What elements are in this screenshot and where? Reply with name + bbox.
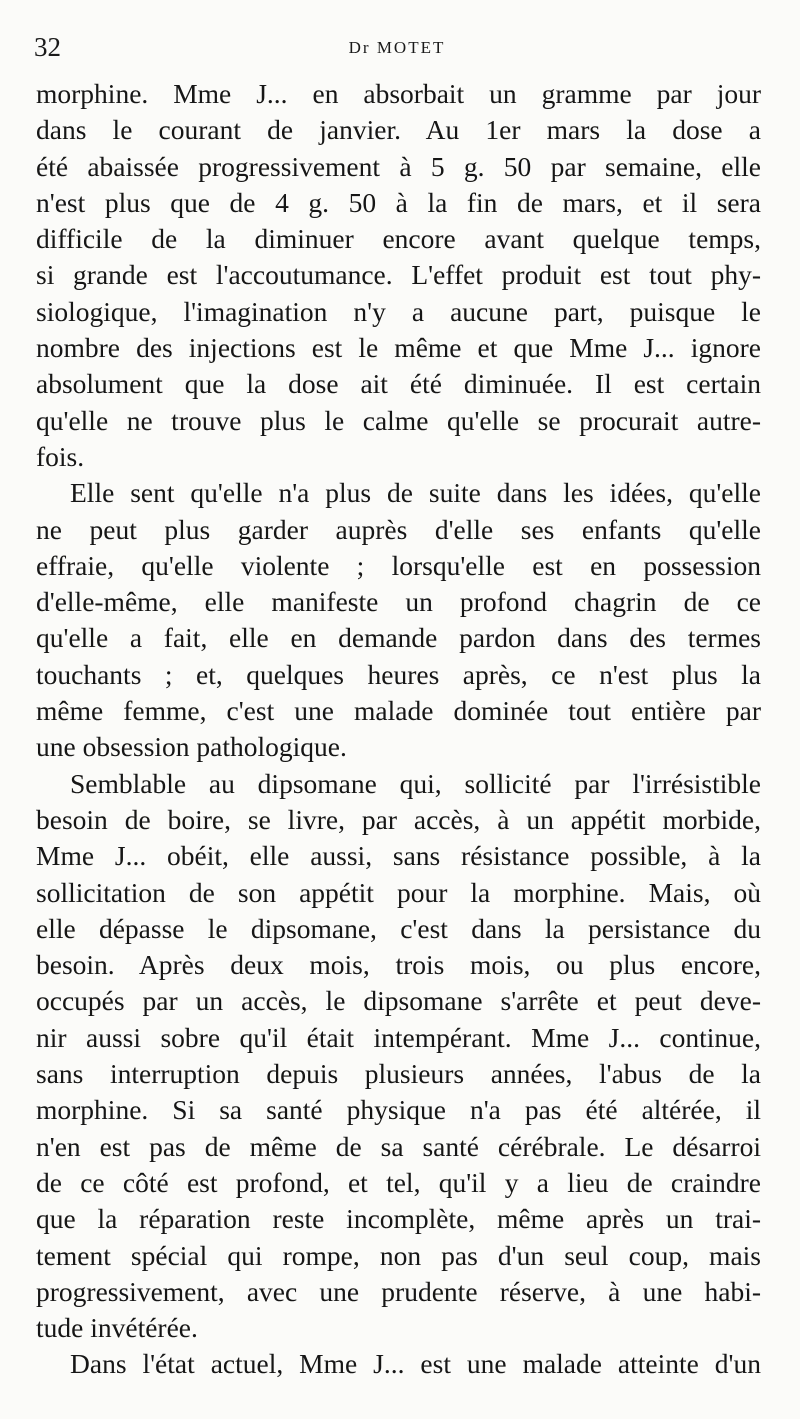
- text-line: qu'elle ne trouve plus le calme qu'elle se procurait autre-: [36, 404, 761, 436]
- text-line: que la réparation reste incomplète, même après un trai-: [36, 1203, 761, 1235]
- text-line: difficile de la diminuer encore avant quelque temps,: [36, 223, 761, 255]
- text-line: morphine. Mme J... en absorbait un gramme par jour: [36, 78, 761, 109]
- text-line: elle dépasse le dipsomane, c'est dans la persistance du: [36, 912, 761, 944]
- text-line: nombre des injections est le même et que Mme J... ignore: [36, 332, 761, 364]
- text-line: de ce côté est profond, et tel, qu'il y a lieu de craindre: [36, 1166, 761, 1198]
- text-line: sollicitation de son appétit pour la morphine. Mais, où: [36, 876, 761, 908]
- text-line: été abaissée progressivement à 5 g. 50 par semaine, elle: [36, 150, 761, 182]
- text-line: nir aussi sobre qu'il était intempérant. Mme J... continue,: [36, 1021, 761, 1053]
- text-line: Elle sent qu'elle n'a plus de suite dans les idées, qu'elle: [70, 477, 761, 509]
- text-line: une obsession pathologique.: [36, 731, 347, 763]
- text-line: occupés par un accès, le dipsomane s'arrête et peut deve-: [36, 985, 761, 1017]
- text-line: effraie, qu'elle violente ; lorsqu'elle est en possession: [36, 549, 761, 581]
- text-line: sans interruption depuis plusieurs années, l'abus de la: [36, 1058, 761, 1090]
- page-header: [34, 32, 760, 62]
- body-text: [36, 76, 761, 1383]
- text-line: Mme J... obéit, elle aussi, sans résistance possible, à la: [36, 840, 761, 872]
- text-line: même femme, c'est une malade dominée tout entière par: [36, 695, 761, 727]
- text-line: si grande est l'accoutumance. L'effet produit est tout phy-: [36, 259, 761, 291]
- text-line: d'elle-même, elle manifeste un profond chagrin de ce: [36, 586, 761, 618]
- text-line: besoin de boire, se livre, par accès, à un appétit morbide,: [36, 803, 761, 835]
- text-line: dans le courant de janvier. Au 1er mars la dose a: [36, 114, 761, 146]
- text-line: fois.: [36, 440, 85, 472]
- text-line: siologique, l'imagination n'y a aucune part, puisque le: [36, 295, 761, 327]
- text-line: n'en est pas de même de sa santé cérébrale. Le désarroi: [36, 1130, 761, 1162]
- text-line: tement spécial qui rompe, non pas d'un seul coup, mais: [36, 1239, 761, 1271]
- text-line: tude invétérée.: [36, 1312, 198, 1344]
- running-head: Dr MOTET: [348, 38, 446, 57]
- text-line: ne peut plus garder auprès d'elle ses enfants qu'elle: [36, 513, 761, 545]
- text-line: Dans l'état actuel, Mme J... est une malade atteinte d'un: [70, 1348, 761, 1380]
- text-line: touchants ; et, quelques heures après, ce n'est plus la: [36, 658, 761, 690]
- text-line: qu'elle a fait, elle en demande pardon dans des termes: [36, 622, 761, 654]
- page-number: 32: [34, 32, 61, 62]
- text-line: Semblable au dipsomane qui, sollicité par l'irrésistible: [70, 767, 761, 799]
- text-line: n'est plus que de 4 g. 50 à la fin de mars, et il sera: [36, 186, 761, 218]
- text-line: progressivement, avec une prudente réserve, à une habi-: [36, 1275, 761, 1307]
- text-line: morphine. Si sa santé physique n'a pas été altérée, il: [36, 1094, 761, 1126]
- text-line: absolument que la dose ait été diminuée. Il est certain: [36, 368, 761, 400]
- text-line: besoin. Après deux mois, trois mois, ou plus encore,: [36, 949, 761, 981]
